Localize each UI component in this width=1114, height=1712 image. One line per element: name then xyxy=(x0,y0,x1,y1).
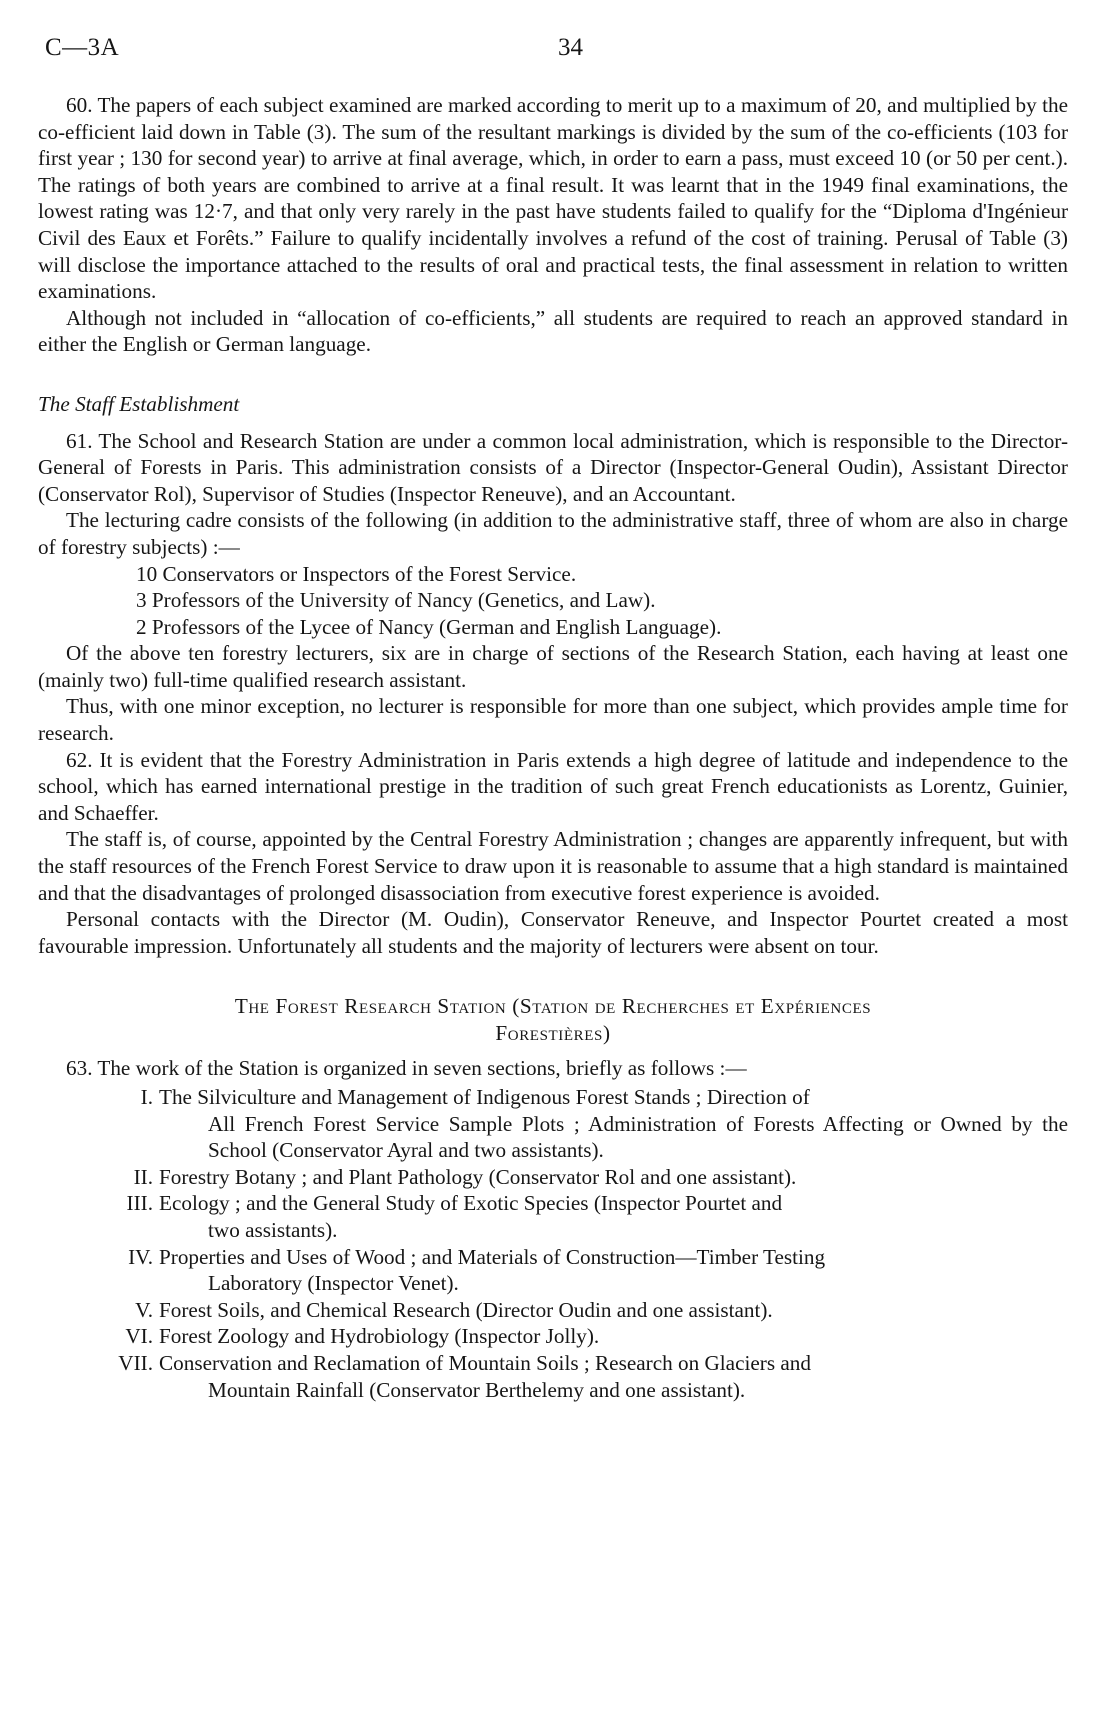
section-text-line: Conservation and Reclamation of Mountain Soils ; Research on Glaciers and xyxy=(159,1350,811,1375)
section-number: I. xyxy=(140,1085,153,1109)
paragraph-60: 60. The papers of each subject examined are marked according to merit up to a maximum of 20, and multiplied by the co-efficient laid down in Table (3). The sum of the resultant markings is divided by the sum of the co-efficients (103 for first year ; 130 for second year) to arrive at final average, which, in order to earn a pass, must exceed 10 (or 50 per cent.). The ratings of both years are combined to arrive at a final result. It was learnt that in the 1949 final examinations, the lowest rating was 12·7, and that only very rarely in the past have students failed to qualify for the “Diploma d'Ingénieur Civil des Eaux et Forêts.” Failure to qualify incidentally involves a refund of the cost of training. Perusal of Table (3) will disclose the importance attached to the results of oral and practical tests, the final assessment in relation to written examinations. xyxy=(38,93,1068,304)
list-item: 3 Professors of the University of Nancy (Genetics, and Law). xyxy=(136,588,656,613)
staff-establishment-heading: The Staff Establishment xyxy=(38,391,240,416)
section-text-line: Forestry Botany ; and Plant Pathology (Conservator Rol and one assistant). xyxy=(159,1164,797,1189)
page-number: 34 xyxy=(558,34,583,61)
document-reference: C—3A xyxy=(45,34,120,61)
section-text-continuation: All French Forest Service Sample Plots ; Administration of Forests Affecting or Owned by the School (Conservator Ayral and two assistants). xyxy=(208,1111,1068,1163)
list-item xyxy=(38,1164,1068,1191)
list-item xyxy=(38,1350,1068,1403)
paragraph-61: 61. The School and Research Station are under a common local administration, which is responsible to the Director-General of Forests in Paris. This administration consists of a Director (Inspector-General Oudin), Assistant Director (Conservator Rol), Supervisor of Studies (Inspector Reneuve), and an Accountant. xyxy=(38,428,1068,506)
section-text-continuation: Mountain Rainfall (Conservator Berthelemy and one assistant). xyxy=(208,1377,746,1402)
section-number: V. xyxy=(135,1297,153,1322)
station-sections-list xyxy=(38,1084,1068,1403)
section-number: VII. xyxy=(118,1350,153,1375)
list-item xyxy=(38,1244,1068,1297)
paragraph-63: 63. The work of the Station is organized in seven sections, briefly as follows :— xyxy=(66,1056,747,1081)
section-text-line: Ecology ; and the General Study of Exotic Species (Inspector Pourtet and xyxy=(159,1191,783,1216)
section-text-continuation: two assistants). xyxy=(208,1217,338,1242)
section-number: III. xyxy=(126,1191,153,1216)
list-item xyxy=(38,1323,1068,1350)
section-text-line: Properties and Uses of Wood ; and Materials of Construction—Timber Testing xyxy=(159,1244,826,1269)
list-item xyxy=(38,1297,1068,1324)
list-item xyxy=(38,1084,1068,1164)
list-item: 2 Professors of the Lycee of Nancy (German and English Language). xyxy=(136,614,722,639)
section-text-line: Forest Zoology and Hydrobiology (Inspector Jolly). xyxy=(159,1324,600,1349)
research-heading-line-2: Forestières) xyxy=(495,1021,611,1046)
section-number: II. xyxy=(133,1164,153,1189)
section-text-line: Forest Soils, and Chemical Research (Director Oudin and one assistant). xyxy=(159,1297,773,1322)
research-station-heading xyxy=(38,993,1068,1047)
list-item xyxy=(38,1190,1068,1243)
section-text-line: The Silviculture and Management of Indigenous Forest Stands ; Direction of xyxy=(159,1085,810,1109)
paragraph-staff-appointment: The staff is, of course, appointed by the Central Forestry Administration ; changes are apparently infrequent, but with the staff resources of the French Forest Service to draw upon it is reasonable to assume that a high standard is maintained and that the disadvantages of prolonged disassociation from executive forest experience is avoided. xyxy=(38,827,1068,905)
paragraph-forestry-lecturers: Of the above ten forestry lecturers, six are in charge of sections of the Research Station, each having at least one (mainly two) full-time qualified research assistant. xyxy=(38,641,1068,692)
paragraph-lecturing-cadre: The lecturing cadre consists of the following (in addition to the administrative staff, three of whom are also in charge of forestry subjects) :— xyxy=(38,508,1068,559)
section-number: IV. xyxy=(128,1244,153,1269)
list-item: 10 Conservators or Inspectors of the Forest Service. xyxy=(136,561,577,586)
paragraph-personal-contacts: Personal contacts with the Director (M. Oudin), Conservator Reneuve, and Inspector Pourtet created a most favourable impression. Unfortunately all students and the majority of lecturers were absent on tour. xyxy=(38,907,1068,958)
staff-list xyxy=(38,561,1068,641)
paragraph-language-requirement: Although not included in “allocation of co-efficients,” all students are required to reach an approved standard in either the English or German language. xyxy=(38,305,1068,357)
section-number: VI. xyxy=(125,1324,153,1349)
document-body xyxy=(38,92,1068,1403)
section-text-continuation: Laboratory (Inspector Venet). xyxy=(208,1271,459,1296)
research-heading-line-1: The Forest Research Station (Station de Recherches et Expériences xyxy=(234,994,872,1019)
paragraph-minor-exception: Thus, with one minor exception, no lecturer is responsible for more than one subject, which provides ample time for research. xyxy=(38,694,1068,746)
paragraph-62: 62. It is evident that the Forestry Administration in Paris extends a high degree of latitude and independence to the school, which has earned international prestige in the tradition of such great French educationists as Lorentz, Guinier, and Schaeffer. xyxy=(38,747,1068,825)
